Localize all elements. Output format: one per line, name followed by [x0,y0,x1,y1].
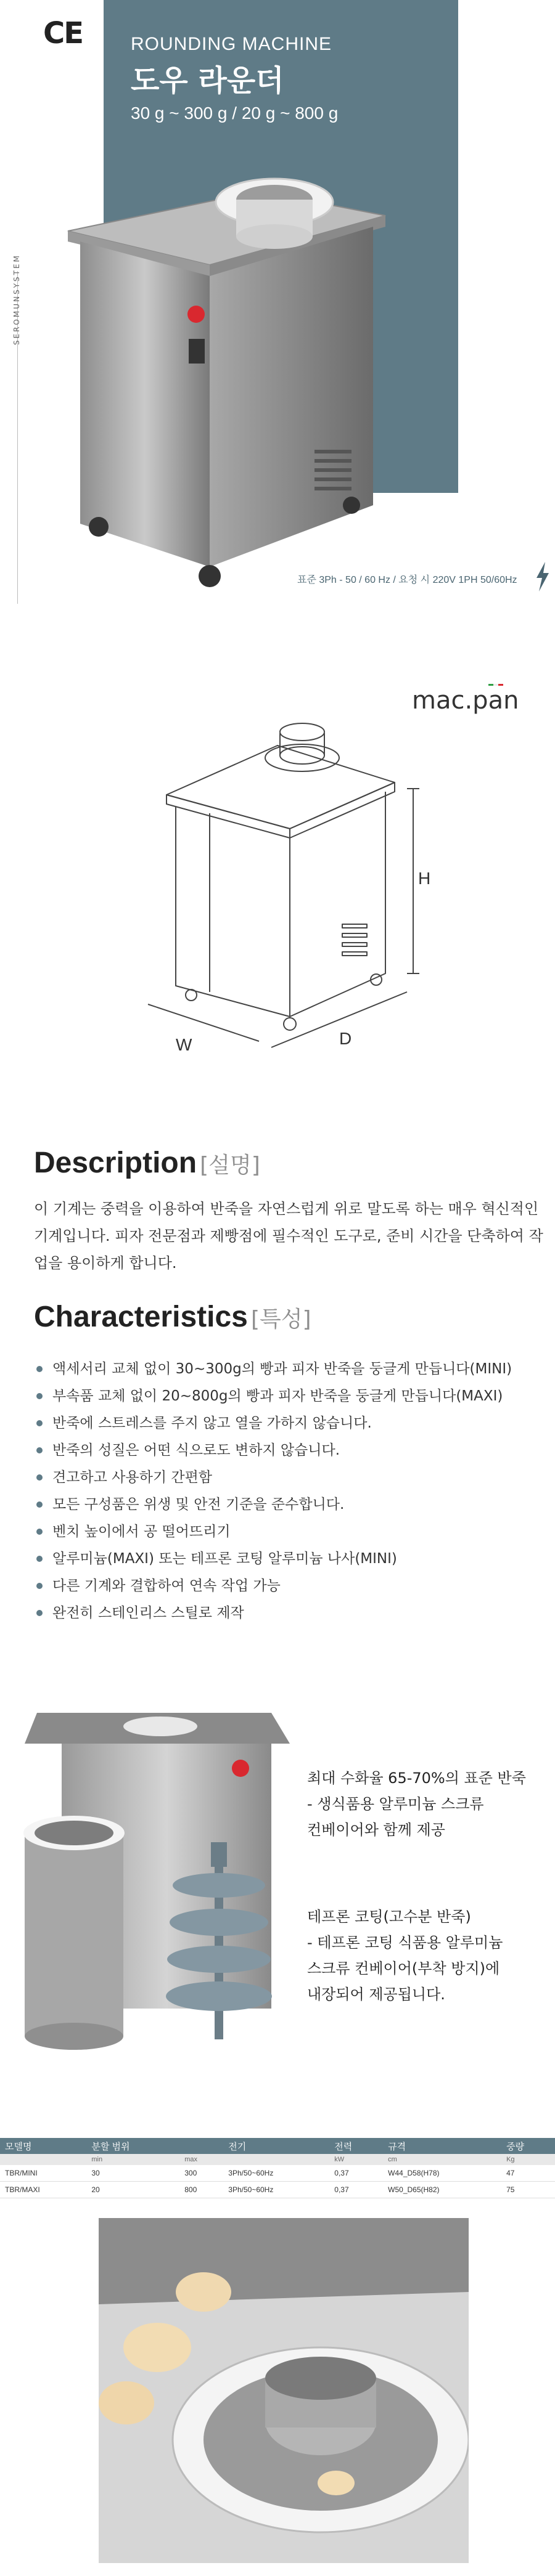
list-item: 다른 기계와 결합하여 연속 작업 가능 [34,1572,512,1599]
table-cell: W44_D58(H78) [383,2165,501,2182]
feature-line: 내장되어 제공됩니다. [307,1986,445,2003]
table-row [0,2182,555,2198]
description-title: Description [34,1147,197,1179]
description-text: 이 기계는 중력을 이용하여 반죽을 자연스럽게 위로 말도록 하는 매우 혁신적인 기계입니다. 피자 전문점과 제빵점에 필수적인 도구로, 준비 시간을 단축하여 작업을 용이하게 합니다. [34,1200,543,1272]
list-item: 모든 구성품은 위생 및 안전 기준을 준수합니다. [34,1491,512,1518]
table-cell: min [86,2154,179,2165]
table-cell: Kg [501,2154,555,2165]
table-cell: 0,37 [329,2165,383,2182]
table-header: 중량 [501,2138,555,2154]
feature-line: - 생식품용 알루미늄 스크류 [307,1795,484,1813]
table-row [0,2165,555,2182]
brand-logo: mac.pan [412,686,519,715]
table-cell: cm [383,2154,501,2165]
table-cell: TBR/MAXI [0,2182,86,2198]
accessory-photo [12,1700,302,2082]
table-cell: 0,37 [329,2182,383,2198]
power-note: 표준 3Ph - 50 / 60 Hz / 요청 시 220V 1PH 50/60Hz [297,575,517,585]
list-item: 완전히 스테인리스 스틸로 제작 [34,1599,512,1627]
side-brand-text: SEROMUNSYSTEM [12,254,21,345]
table-cell: 300 [179,2165,223,2182]
feature-block-standard [307,1765,526,1843]
hero-subtitle: ROUNDING MACHINE [131,34,332,54]
table-cell: 3Ph/50~60Hz [223,2165,329,2182]
height-label: H [418,869,431,888]
characteristics-title-kr: [특성] [250,1307,311,1332]
feature-line: 컨베이어와 함께 제공 [307,1821,445,1839]
table-cell [223,2154,329,2165]
italian-flag-icon [488,677,503,678]
lightning-icon [535,562,550,591]
table-cell: max [179,2154,223,2165]
list-item: 알루미늄(MAXI) 또는 테프론 코팅 알루미늄 나사(MINI) [34,1545,512,1572]
characteristics-title: Characteristics [34,1301,248,1333]
table-cell: 47 [501,2165,555,2182]
list-item: 벤치 높이에서 공 떨어뜨리기 [34,1518,512,1545]
table-cell: W50_D65(H82) [383,2182,501,2198]
width-label: W [176,1035,192,1054]
feature-line: 스크류 컨베이어(부착 방지)에 [307,1960,500,1977]
spec-table [0,2138,555,2198]
feature-line: 최대 수화율 65-70%의 표준 반죽 [307,1769,526,1787]
list-item: 액세서리 교체 없이 30~300g의 빵과 피자 반죽을 둥글게 만듭니다(MINI) [34,1355,512,1383]
table-cell [0,2154,86,2165]
table-cell: TBR/MINI [0,2165,86,2182]
table-cell: 3Ph/50~60Hz [223,2182,329,2198]
table-cell: 20 [86,2182,179,2198]
list-item: 부속품 교체 없이 20~800g의 빵과 피자 반죽을 둥글게 만듭니다(MAXI) [34,1383,512,1410]
table-header [179,2138,223,2154]
table-cell: 800 [179,2182,223,2198]
depth-label: D [339,1029,352,1048]
characteristics-list [34,1355,512,1627]
table-cell: kW [329,2154,383,2165]
description-heading [34,1146,260,1180]
feature-block-teflon [307,1904,503,2007]
dimension-diagram [123,721,444,1066]
table-header: 모델명 [0,2138,86,2154]
feature-line: 테프론 코팅(고수분 반죽) [307,1908,471,1925]
table-cell: 30 [86,2165,179,2182]
list-item: 견고하고 사용하기 간편함 [34,1464,512,1491]
table-header: 전력 [329,2138,383,2154]
table-cell: 75 [501,2182,555,2198]
characteristics-heading [34,1300,311,1334]
table-header: 규격 [383,2138,501,2154]
table-header: 전기 [223,2138,329,2154]
capacity-text: 30 g ~ 300 g / 20 g ~ 800 g [131,104,339,123]
hero-title: 도우 라운더 [131,63,284,98]
list-item: 반죽에 스트레스를 주지 않고 열을 가하지 않습니다. [34,1410,512,1437]
table-header: 분할 범위 [86,2138,179,2154]
top-view-photo [99,2218,469,2563]
machine-photo [56,173,401,616]
table-units-row [0,2154,555,2165]
description-title-kr: [설명] [200,1153,260,1178]
table-header-row [0,2138,555,2154]
list-item: 반죽의 성질은 어떤 식으로도 변하지 않습니다. [34,1437,512,1464]
ce-mark: CE [43,16,83,51]
feature-line: - 테프론 코팅 식품용 알루미늄 [307,1934,503,1951]
